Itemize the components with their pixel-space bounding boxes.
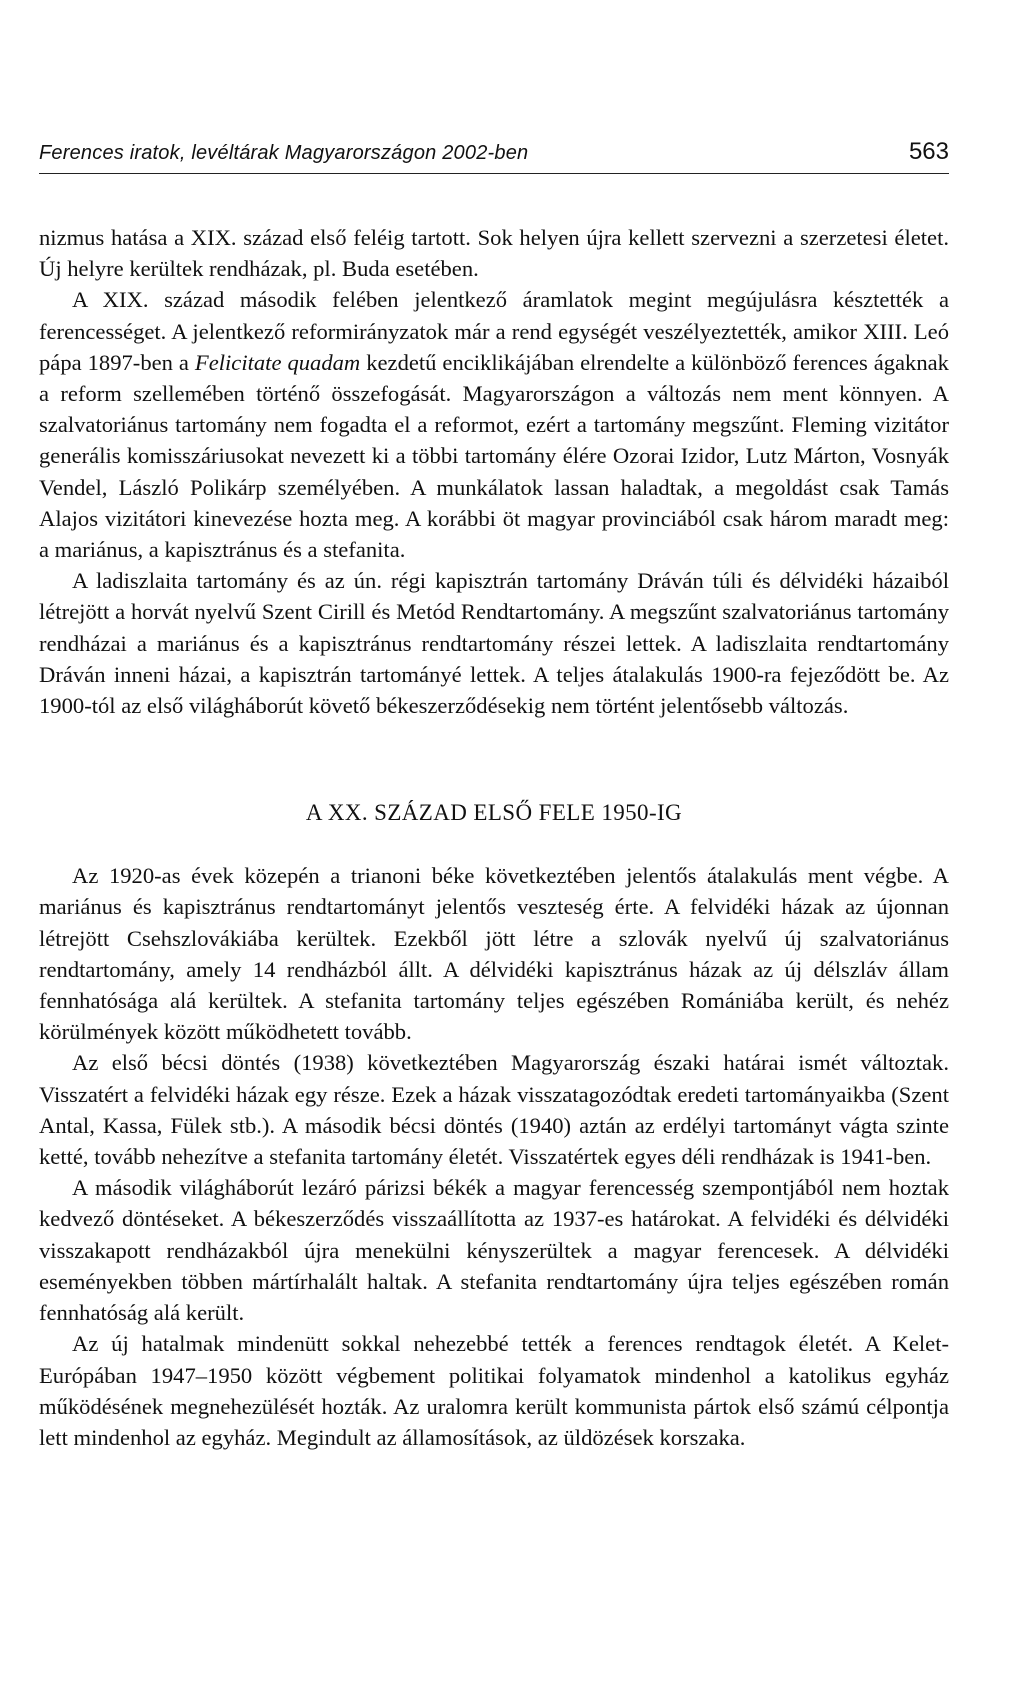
paragraph-text: kezdetű enciklikájában elrendelte a különböző ferences ágaknak a reform szellemében történő összefogását. Magyarországon a változás nem ment könnyen. A szalvatoriánus tartomány nem fogadta el a reformot, ezért a tartomány megszűnt. Fleming vizitátor generális komisszáriusokat nevezett ki a többi tartomány élére Ozorai Izidor, Lutz Márton, Vosnyák Vendel, László Polikárp személyében. A munkálatok lassan haladtak, a megoldást csak Tamás Alajos vizitátori kinevezése hozta meg. A korábbi öt magyar provinciából csak három maradt meg: a mariánus, a kapisztránus és a stefanita. <box>39 349 949 563</box>
page-number: 563 <box>908 138 949 165</box>
paragraph: Az első bécsi döntés (1938) következtében Magyarország északi határai ismét változtak. Visszatért a felvidéki házak egy része. Ezek a házak visszatagozódtak eredeti tartományaikba (Szent Antal, Kassa, Fülek stb.). A második bécsi döntés (1940) aztán az erdélyi tartományt vágta szinte ketté, tovább nehezítve a stefanita tartomány életét. Visszatértek egyes déli rendházak is 1941-ben. <box>39 1050 949 1170</box>
paragraph <box>39 284 949 565</box>
paragraph: nizmus hatása a XIX. század első feléig tartott. Sok helyen újra kellett szervezni a szerzetesi életet. Új helyre kerültek rendházak, pl. Buda esetében. <box>39 225 949 282</box>
paragraph: Az új hatalmak mindenütt sokkal nehezebbé tették a ferences rendtagok életét. A Kelet-Európában 1947–1950 között végbement politikai folyamatok mindenhol a katolikus egyház működésének megnehezülését hozták. Az uralomra került kommunista pártok első számú célpontja lett mindenhol az egyház. Megindult az államosítások, az üldözések korszaka. <box>39 1331 949 1450</box>
paragraph-text: A XIX. század második felében jelentkező áramlatok megint megújulásra késztették a ferencességet. A jelentkező reformirányzatok már a rend egységét veszélyeztették, amikor XIII. Leó pápa 1897-ben a <box>39 287 949 375</box>
running-title: Ferences iratok, levéltárak Magyarországon 2002-ben <box>39 142 529 164</box>
encyclical-title: Felicitate quadam <box>194 349 361 375</box>
running-header <box>39 138 949 172</box>
section-heading: A XX. SZÁZAD ELSŐ FELE 1950-IG <box>305 800 683 826</box>
paragraph: A ladiszlaita tartomány és az ún. régi kapisztrán tartomány Dráván túli és délvidéki házaiból létrejött a horvát nyelvű Szent Cirill és Metód Rendtartomány. A megszűnt szalvatoriánus tartomány rendházai a mariánus és a kapisztránus rendtartomány részei lettek. A ladiszlaita rendtartomány Dráván inneni házai, a kapisztrán tartományé lettek. A teljes átalakulás 1900-ra fejeződött be. Az 1900-tól az első világháborút követő békeszerződésekig nem történt jelentősebb változás. <box>39 568 949 719</box>
body-text <box>39 222 949 1453</box>
paragraph: Az 1920-as évek közepén a trianoni béke következtében jelentős átalakulás ment végbe. A mariánus és kapisztránus rendtartományt jelentős veszteség érte. A felvidéki házak az újonnan létrejött Csehszlovákiába kerültek. Ezekből jött létre a szlovák nyelvű új szalvatoriánus rendtartomány, amely 14 rendházból állt. A délvidéki kapisztránus házak az új délszláv állam fennhatósága alá kerültek. A stefanita tartomány teljes egészében Romániába került, és nehéz körülmények között működhetett tovább. <box>39 863 949 1045</box>
header-rule <box>39 173 949 174</box>
paragraph: A második világháborút lezáró párizsi békék a magyar ferencesség szempontjából nem hoztak kedvező döntéseket. A békeszerződés visszaállította az 1937-es határokat. A felvidéki és délvidéki visszakapott rendházakból újra menekülni kényszerültek a magyar ferencesek. A délvidéki eseményekben többen mártírhalált haltak. A stefanita rendtartomány újra teljes egészében román fennhatóság alá került. <box>39 1175 949 1326</box>
book-page <box>39 0 949 1704</box>
